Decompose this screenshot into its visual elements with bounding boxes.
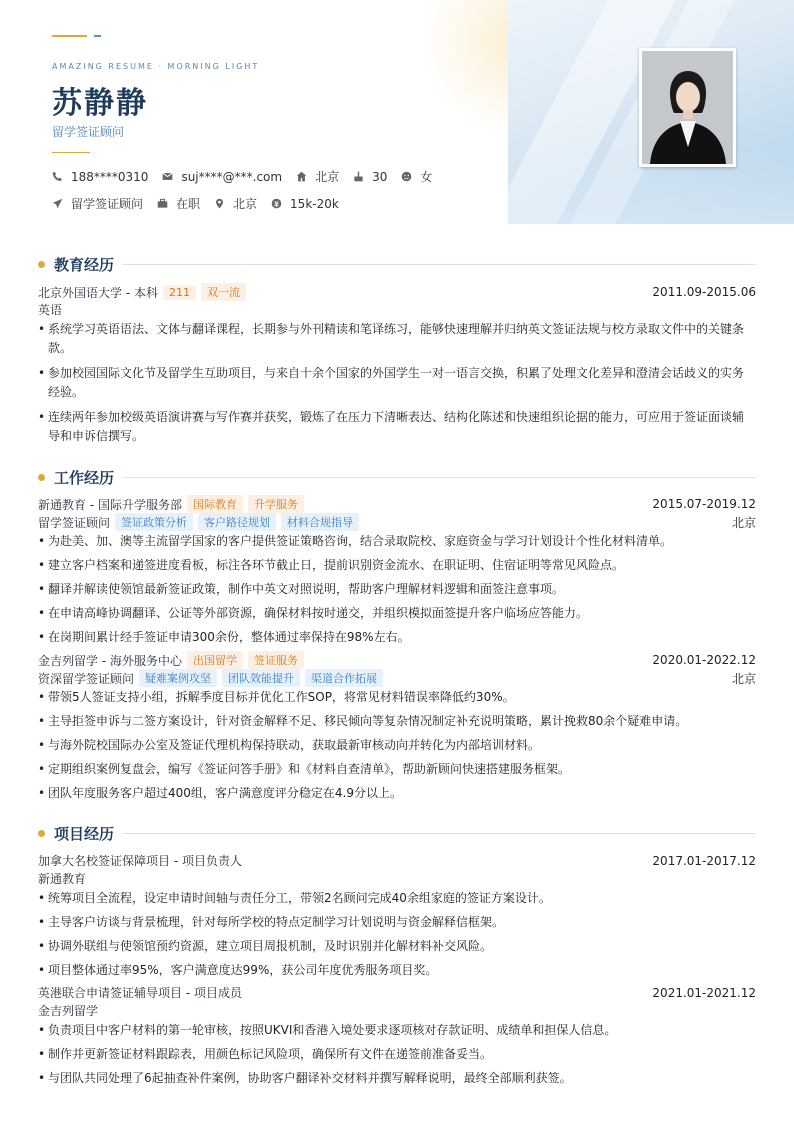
job-role-line <box>38 669 756 687</box>
major: 英语 <box>38 303 63 317</box>
section-dot <box>38 261 45 268</box>
age-text: 30 <box>372 169 388 184</box>
project-bullet: • 负责项目中客户材料的第一轮审核，按照UKVI和香港入境处要求逐项核对存款证明、成绩单和担保人信息。 <box>38 1021 750 1040</box>
gender-text: 女 <box>420 170 433 184</box>
project-bullet: • 统筹项目全流程，设定申请时间轴与责任分工，带领2名顾问完成40余组家庭的签证方案设计。 <box>38 889 750 908</box>
company-tag: 国际教育 <box>187 495 243 513</box>
role-tag: 疑难案例攻坚 <box>139 669 217 687</box>
section-title: 教育经历 <box>54 256 115 274</box>
section-projects-header <box>38 823 756 844</box>
education-bullet: • 参加校园国际文化节及留学生互助项目，与来自十余个国家的外国学生一对一语言交换，积累了处理文化差异和澄清会话歧义的实务经验。 <box>38 364 750 402</box>
job-bullet: • 带领5人签证支持小组，拆解季度目标并优化工作SOP，将常见材料错误率降低约30%。 <box>38 688 750 707</box>
job-bullet: • 主导拒签申诉与二签方案设计，针对资金解释不足、移民倾向等复杂情况制定补充说明策略，累计挽救80余个疑难申请。 <box>38 712 750 731</box>
status-text: 在职 <box>176 197 201 211</box>
section-work-header <box>38 467 756 488</box>
phone-text: 188****0310 <box>71 169 149 184</box>
job-bullet: • 定期组织案例复盘会，编写《签证问答手册》和《材料自查清单》，帮助新顾问快速搭建服务框架。 <box>38 760 750 779</box>
project-org-line <box>38 870 756 887</box>
info-age <box>353 170 387 184</box>
target-job-text: 留学签证顾问 <box>71 197 144 211</box>
school-tag: 211 <box>163 285 196 300</box>
job-role: 留学签证顾问 <box>38 515 111 530</box>
project-org: 金吉列留学 <box>38 1004 99 1018</box>
title-underline <box>52 152 90 153</box>
project-bullet: • 与团队共同处理了6起抽查补件案例，协助客户翻译补交材料并撰写解释说明，最终全部顺利获签。 <box>38 1069 750 1088</box>
company-name: 金吉列留学 - 海外服务中心 <box>38 653 182 668</box>
school-name: 北京外国语大学 - 本科 <box>38 285 158 300</box>
section-divider <box>122 264 756 265</box>
project-date: 2017.01-2017.12 <box>652 853 756 868</box>
job-bullet: • 在申请高峰协调翻译、公证等外部资源，确保材料按时递交，并组织模拟面签提升客户临场应答能力。 <box>38 604 750 623</box>
section-divider <box>122 833 756 834</box>
info-email <box>162 170 282 184</box>
location-pin-icon <box>214 198 225 209</box>
job-bullet: • 翻译并解读使领馆最新签证政策，制作中英文对照说明，帮助客户理解材料逻辑和面签注意事项。 <box>38 580 750 599</box>
project-org: 新通教育 <box>38 872 87 886</box>
role-tag: 材料合规指导 <box>281 513 359 531</box>
job-role: 资深留学签证顾问 <box>38 671 135 686</box>
target-city-text: 北京 <box>233 197 258 211</box>
info-salary <box>271 197 339 211</box>
project-bullet: • 协调外联组与使领馆预约资源，建立项目周报机制，及时识别并化解材料补交风险。 <box>38 937 750 956</box>
job-date: 2015.07-2019.12 <box>652 497 756 511</box>
section-divider <box>122 477 756 478</box>
salary-text: 15k-20k <box>290 196 339 211</box>
phone-icon <box>52 171 63 182</box>
project-date: 2021.01-2021.12 <box>652 985 756 1000</box>
info-gender <box>401 168 432 185</box>
section-education-header <box>38 254 756 275</box>
section-title: 工作经历 <box>54 469 115 487</box>
job-city: 北京 <box>731 515 756 530</box>
project-org-line <box>38 1002 756 1019</box>
job-bullet: • 团队年度服务客户超过400组，客户满意度评分稳定在4.9分以上。 <box>38 784 750 803</box>
contact-info-row <box>52 168 446 185</box>
gender-icon <box>401 171 412 182</box>
mail-icon <box>162 171 173 182</box>
candidate-title: 留学签证顾问 <box>52 125 125 139</box>
home-icon <box>296 171 307 182</box>
city-text: 北京 <box>315 170 340 184</box>
project-bullet: • 制作并更新签证材料跟踪表，用颜色标记风险项，确保所有文件在递签前准备妥当。 <box>38 1045 750 1064</box>
project-name: 加拿大名校签证保障项目 - 项目负责人 <box>38 854 242 868</box>
company-tag: 签证服务 <box>248 651 304 669</box>
education-major-line <box>38 301 756 318</box>
education-entry <box>38 283 756 301</box>
job-date: 2020.01-2022.12 <box>652 653 756 667</box>
info-status <box>157 195 200 212</box>
profile-photo <box>639 48 736 167</box>
education-bullet: • 连续两年参加校级英语演讲赛与写作赛并获奖，锻炼了在压力下清晰表达、结构化陈述和快速组织论据的能力，可应用于签证面谈辅导和申诉信撰写。 <box>38 408 750 446</box>
job-info-row <box>52 195 353 212</box>
resume-tagline: AMAZING RESUME · MORNING LIGHT <box>52 62 260 71</box>
job-bullet: • 在岗期间累计经手签证申请300余份，整体通过率保持在98%左右。 <box>38 628 750 647</box>
info-phone <box>52 170 148 184</box>
job-city: 北京 <box>731 671 756 686</box>
section-title: 项目经历 <box>54 825 115 843</box>
section-dot <box>38 474 45 481</box>
project-name: 英港联合申请签证辅导项目 - 项目成员 <box>38 986 242 1000</box>
project-title-line <box>38 984 756 1001</box>
job-bullet: • 为赴美、加、澳等主流留学国家的客户提供签证策略咨询，结合录取院校、家庭资金与学习计划设计个性化材料清单。 <box>38 532 750 551</box>
info-city <box>296 168 339 185</box>
company-name: 新通教育 - 国际升学服务部 <box>38 497 182 512</box>
briefcase-icon <box>157 198 168 209</box>
role-tag: 团队效能提升 <box>222 669 300 687</box>
job-role-line <box>38 513 756 531</box>
email-text: suj****@***.com <box>181 169 283 184</box>
cake-icon <box>353 171 364 182</box>
role-tag: 签证政策分析 <box>115 513 193 531</box>
company-tag: 升学服务 <box>248 495 304 513</box>
education-bullet: • 系统学习英语语法、文体与翻译课程，长期参与外刊精读和笔译练习，能够快速理解并归纳英文签证法规与校方录取文件中的关键条款。 <box>38 320 750 358</box>
job-company-line <box>38 495 756 513</box>
project-bullet: • 项目整体通过率95%，客户满意度达99%，获公司年度优秀服务项目奖。 <box>38 961 750 980</box>
job-bullet: • 与海外院校国际办公室及签证代理机构保持联动，获取最新审核动向并转化为内部培训材料。 <box>38 736 750 755</box>
project-bullet: • 主导客户访谈与背景梳理，针对每所学校的特点定制学习计划说明与资金解释信框架。 <box>38 913 750 932</box>
school-tag: 双一流 <box>201 283 246 301</box>
company-tag: 出国留学 <box>187 651 243 669</box>
send-icon <box>52 198 63 209</box>
project-title-line <box>38 852 756 869</box>
candidate-name: 苏静静 <box>52 86 148 121</box>
decor-line-short <box>94 35 101 37</box>
role-tag: 客户路径规划 <box>198 513 276 531</box>
salary-icon <box>271 198 282 209</box>
decor-line <box>52 35 87 37</box>
info-target-job <box>52 195 143 212</box>
job-bullet: • 建立客户档案和递签进度看板，标注各环节截止日，提前识别资金流水、在职证明、住宿证明等常见风险点。 <box>38 556 750 575</box>
section-dot <box>38 830 45 837</box>
role-tag: 渠道合作拓展 <box>305 669 383 687</box>
info-target-city <box>214 195 257 212</box>
education-date: 2011.09-2015.06 <box>652 285 756 299</box>
job-company-line <box>38 651 756 669</box>
